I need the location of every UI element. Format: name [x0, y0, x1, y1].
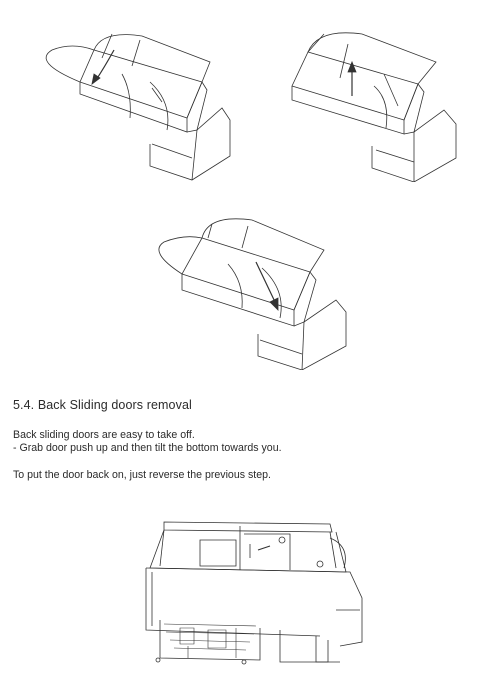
- instruction-line-1: Back sliding doors are easy to take off.: [13, 429, 195, 441]
- section-heading: 5.4. Back Sliding doors removal: [13, 398, 192, 412]
- display-case-illustration-3: [152, 208, 352, 370]
- display-case-illustration-1: [32, 22, 232, 182]
- display-case-front-view: [140, 510, 365, 670]
- display-case-illustration-2: [280, 22, 468, 182]
- instruction-line-2: - Grab door push up and then tilt the bottom towards you.: [13, 442, 282, 454]
- instruction-line-3: To put the door back on, just reverse the previous step.: [13, 469, 271, 481]
- arrow-up-icon: [348, 62, 356, 96]
- arrow-down-right-icon: [256, 262, 278, 310]
